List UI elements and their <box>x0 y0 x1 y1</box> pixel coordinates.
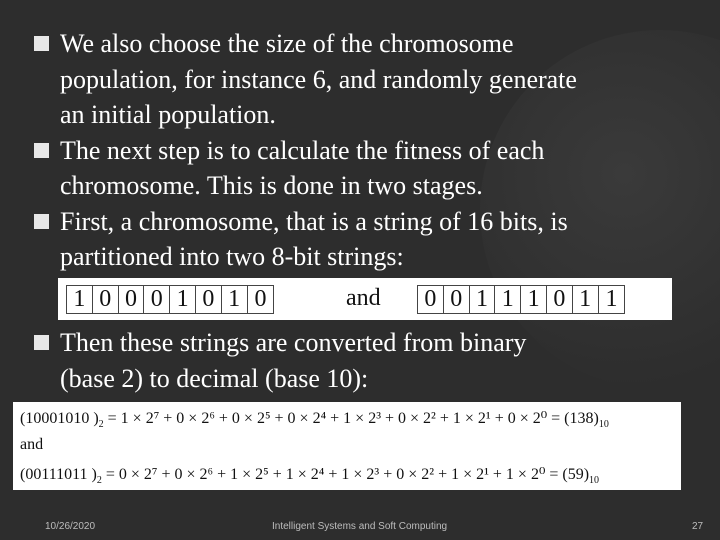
bullet-2 <box>34 133 694 204</box>
square-bullet-icon <box>34 143 49 158</box>
bit-cell: 0 <box>93 286 119 313</box>
equation-1 <box>20 408 609 430</box>
conversion-equations <box>13 402 681 490</box>
square-bullet-icon <box>34 335 49 350</box>
first-8-bit-string <box>66 285 274 314</box>
bullet-list <box>34 26 694 275</box>
bullet-2-line-2: chromosome. This is done in two stages. <box>60 171 483 200</box>
page-number: 27 <box>692 521 704 532</box>
bit-cell: 0 <box>254 286 267 312</box>
equation-1-rhs: = 1 × 2⁷ + 0 × 2⁶ + 0 × 2⁵ + 0 × 2⁴ + 1 × 2³ + 0 × 2² + 1 × 2¹ + 0 × 2⁰ = (138) <box>107 410 599 427</box>
equation-1-lhs: (10001010 ) <box>20 410 99 427</box>
bit-cell: 0 <box>119 286 145 313</box>
bullet-1 <box>34 26 694 133</box>
equation-1-rhs-base: 10 <box>598 419 609 431</box>
bit-cell: 1 <box>170 286 196 313</box>
bullet-4 <box>34 325 700 396</box>
bits-and-label: and <box>346 285 381 311</box>
bullet-1-line-2: population, for instance 6, and randomly generate <box>60 64 577 94</box>
equation-2 <box>20 464 599 486</box>
equation-1-lhs-base: 2 <box>98 419 104 431</box>
bullet-2-line-1: The next step is to calculate the fitness of each <box>60 135 545 165</box>
bullet-3-line-1: First, a chromosome, that is a string of 16 bits, is <box>60 206 568 236</box>
bullet-3-line-2: partitioned into two 8-bit strings: <box>60 242 404 271</box>
equation-and-label: and <box>20 436 44 453</box>
bit-cell: 0 <box>444 286 470 313</box>
bullet-1-line-1: We also choose the size of the chromosome <box>60 29 514 58</box>
bit-cell: 1 <box>521 286 547 313</box>
bit-cell: 1 <box>495 286 521 313</box>
bit-cell: 1 <box>573 286 599 313</box>
equation-2-rhs: = 0 × 2⁷ + 0 × 2⁶ + 1 × 2⁵ + 1 × 2⁴ + 1 × 2³ + 0 × 2² + 1 × 2¹ + 1 × 2⁰ = (59) <box>105 466 590 483</box>
bit-cell: 0 <box>144 286 170 313</box>
square-bullet-icon <box>34 214 49 229</box>
bit-cell: 1 <box>605 286 618 312</box>
bullet-4-line-1: Then these strings are converted from binary <box>60 328 527 357</box>
bit-cell: 0 <box>418 286 444 313</box>
bit-cell: 1 <box>222 286 248 313</box>
bit-cell: 0 <box>196 286 222 313</box>
bit-cell: 1 <box>67 286 93 313</box>
bit-strings-figure <box>58 278 672 320</box>
second-8-bit-string <box>417 285 625 314</box>
bullet-4-line-2: (base 2) to decimal (base 10): <box>60 363 369 393</box>
bit-cell: 1 <box>470 286 496 313</box>
footer-title: Intelligent Systems and Soft Computing <box>272 521 448 532</box>
equation-2-rhs-base: 10 <box>589 475 600 487</box>
equation-2-lhs-base: 2 <box>96 475 102 487</box>
bullet-3 <box>34 204 694 275</box>
bullet-1-line-3: an initial population. <box>60 100 276 129</box>
bit-cell: 0 <box>547 286 573 313</box>
footer-date: 10/26/2020 <box>45 521 96 532</box>
equation-2-lhs: (00111011 ) <box>20 466 97 483</box>
square-bullet-icon <box>34 36 49 51</box>
